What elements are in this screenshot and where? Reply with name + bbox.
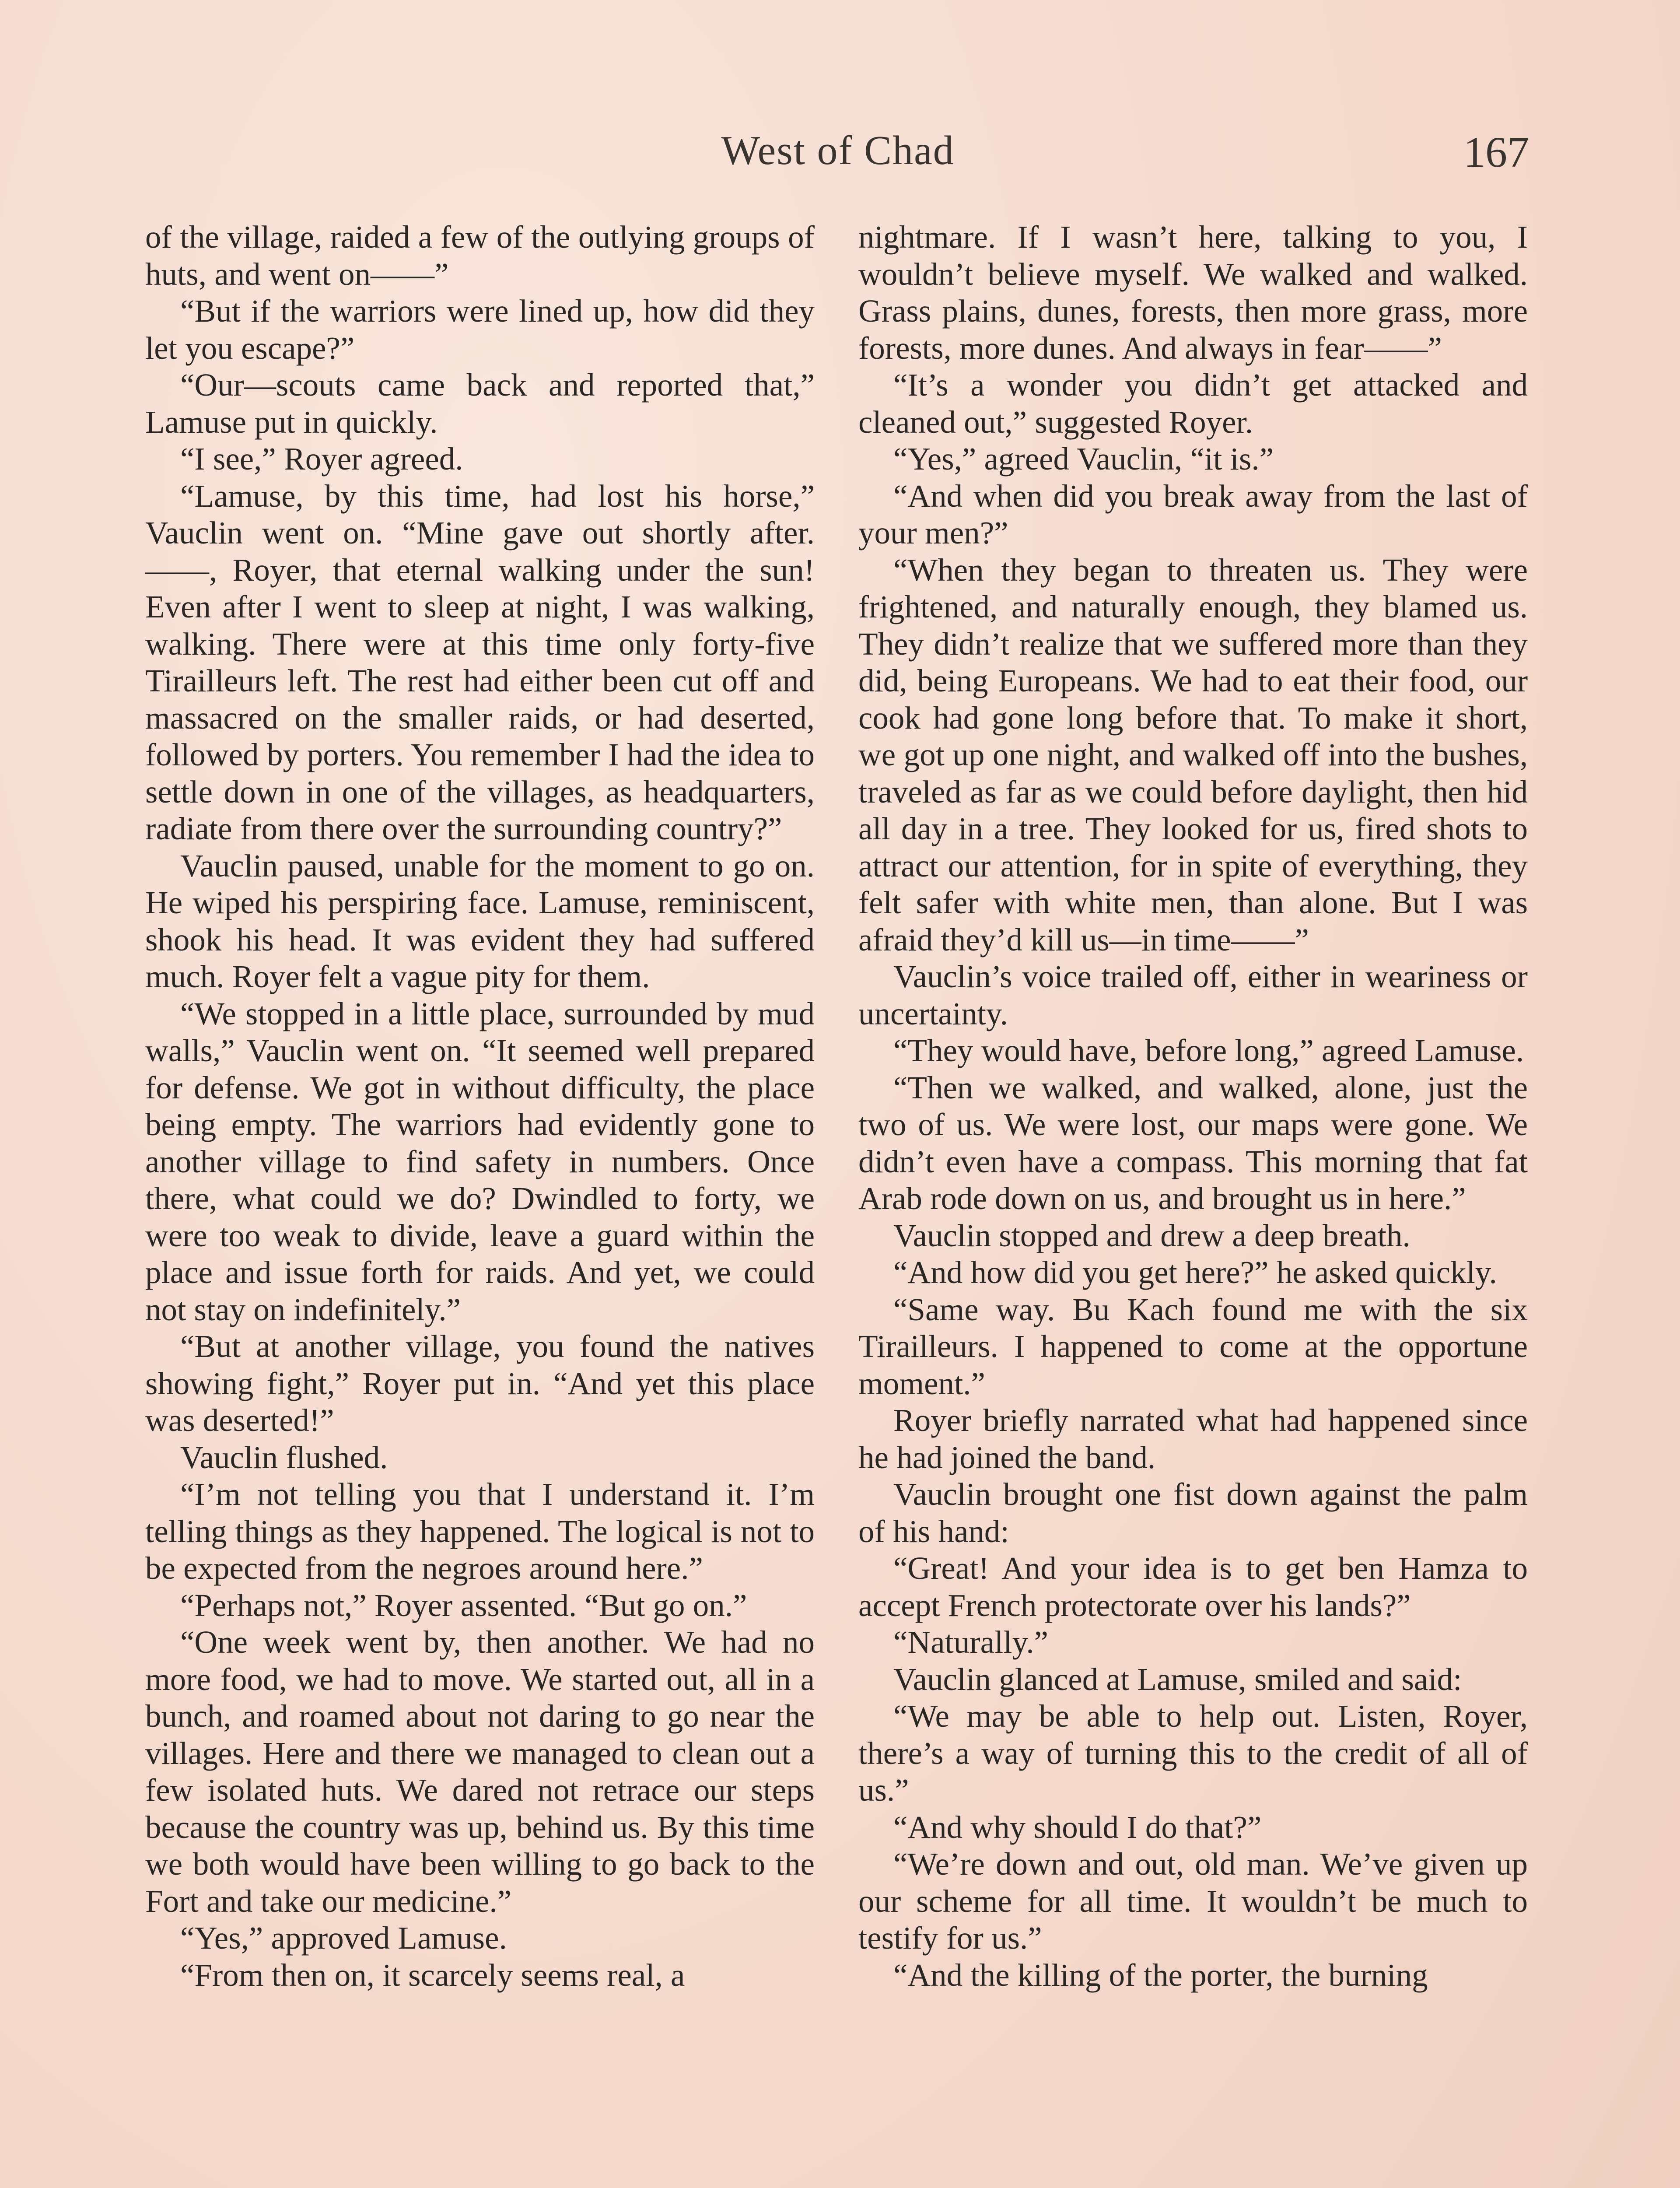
- page-header: [147, 127, 1529, 184]
- paragraph: of the village, raided a few of the outlying groups of huts, and went on——”: [145, 219, 815, 292]
- paragraph: “And when did you break away from the last of your men?”: [858, 478, 1528, 551]
- left-column: [145, 219, 815, 1994]
- paragraph: “From then on, it scarcely seems real, a: [180, 1957, 685, 1993]
- paragraph: “I see,” Royer agreed.: [180, 441, 463, 477]
- paragraph: “We’re down and out, old man. We’ve given up our scheme for all time. It wouldn’t be much to testify for us.”: [858, 1846, 1528, 1956]
- paragraph: “Great! And your idea is to get ben Hamza to accept French protectorate over his lands?”: [858, 1550, 1528, 1623]
- paragraph: Royer briefly narrated what had happened since he had joined the band.: [858, 1403, 1528, 1475]
- paragraph: “We stopped in a little place, surrounded by mud walls,” Vauclin went on. “It seemed well prepared for defense. We got in without difficulty, the place being empty. The warriors had evidently gone to another village to find safety in numbers. Once there, what could we do? Dwindled to forty, we were too weak to divide, leave a guard within the place and issue forth for raids. And yet, we could not stay on indefinitely.”: [145, 996, 815, 1327]
- paragraph: nightmare. If I wasn’t here, talking to you, I wouldn’t believe myself. We walked and walked. Grass plains, dunes, forests, then more grass, more forests, more dunes. And always in fear——”: [858, 219, 1528, 366]
- paragraph: “Yes,” agreed Vauclin, “it is.”: [893, 441, 1274, 477]
- paragraph: Vauclin glanced at Lamuse, smiled and said:: [893, 1661, 1462, 1697]
- paragraph: “Our—scouts came back and reported that,” Lamuse put in quickly.: [145, 367, 815, 440]
- paragraph: “And why should I do that?”: [893, 1809, 1262, 1845]
- paragraph: “Perhaps not,” Royer assented. “But go on.”: [180, 1587, 747, 1623]
- paragraph: “Lamuse, by this time, had lost his horse,” Vauclin went on. “Mine gave out shortly after. ——, Royer, that eternal walking under the sun! Even after I went to sleep at night, I was walking, walking. There were at this time only forty-five Tirailleurs left. The rest had either been cut off and massacred on the smaller raids, or had deserted, followed by porters. You remember I had the idea to settle down in one of the villages, as headquarters, radiate from there over the surrounding country?”: [145, 478, 815, 846]
- paragraph: “It’s a wonder you didn’t get attacked and cleaned out,” suggested Royer.: [858, 367, 1528, 440]
- paragraph: “But at another village, you found the natives showing fight,” Royer put in. “And yet this place was deserted!”: [145, 1329, 815, 1438]
- paragraph: “Then we walked, and walked, alone, just the two of us. We were lost, our maps were gone. We didn’t even have a compass. This morning that fat Arab rode down on us, and brought us in here.”: [858, 1069, 1528, 1216]
- paragraph: “When they began to threaten us. They were frightened, and naturally enough, they blamed us. They didn’t realize that we suffered more than they did, being Europeans. We had to eat their food, our cook had gone long before that. To make it short, we got up one night, and walked off into the bushes, traveled as far as we could before daylight, then hid all day in a tree. They looked for us, fired shots to attract our attention, for in spite of everything, they felt safer with white men, than alone. But I was afraid they’d kill us—in time——”: [858, 552, 1528, 957]
- paragraph: “We may be able to help out. Listen, Royer, there’s a way of turning this to the credit of all of us.”: [858, 1698, 1528, 1808]
- paragraph: “One week went by, then another. We had no more food, we had to move. We started out, all in a bunch, and roamed about not daring to go near the villages. Here and there we managed to clean out a few isolated huts. We dared not retrace our steps because the country was up, behind us. By this time we both would have been willing to go back to the Fort and take our medicine.”: [145, 1624, 815, 1919]
- page-number: 167: [1463, 128, 1529, 176]
- paragraph: “I’m not telling you that I understand it. I’m telling things as they happened. The logical is not to be expected from the negroes around here.”: [145, 1476, 815, 1586]
- paragraph: “Naturally.”: [893, 1624, 1048, 1660]
- paragraph: “Same way. Bu Kach found me with the six Tirailleurs. I happened to come at the opportune moment.”: [858, 1291, 1528, 1401]
- paragraph: Vauclin flushed.: [180, 1439, 388, 1475]
- paragraph: “And how did you get here?” he asked quickly.: [893, 1255, 1497, 1290]
- paragraph: “They would have, before long,” agreed Lamuse.: [893, 1033, 1524, 1068]
- paragraph: Vauclin stopped and drew a deep breath.: [893, 1217, 1410, 1253]
- paragraph: “Yes,” approved Lamuse.: [180, 1920, 507, 1956]
- paragraph: “And the killing of the porter, the burning: [893, 1957, 1428, 1993]
- paragraph: Vauclin paused, unable for the moment to go on. He wiped his perspiring face. Lamuse, reminiscent, shook his head. It was evident they had suffered much. Royer felt a vague pity for them.: [145, 848, 815, 994]
- paragraph: Vauclin’s voice trailed off, either in weariness or uncertainty.: [858, 959, 1528, 1031]
- paragraph: Vauclin brought one fist down against the palm of his hand:: [858, 1476, 1528, 1549]
- paragraph: “But if the warriors were lined up, how did they let you escape?”: [145, 293, 815, 366]
- running-title: West of Chad: [721, 128, 955, 173]
- right-column: [858, 219, 1528, 1994]
